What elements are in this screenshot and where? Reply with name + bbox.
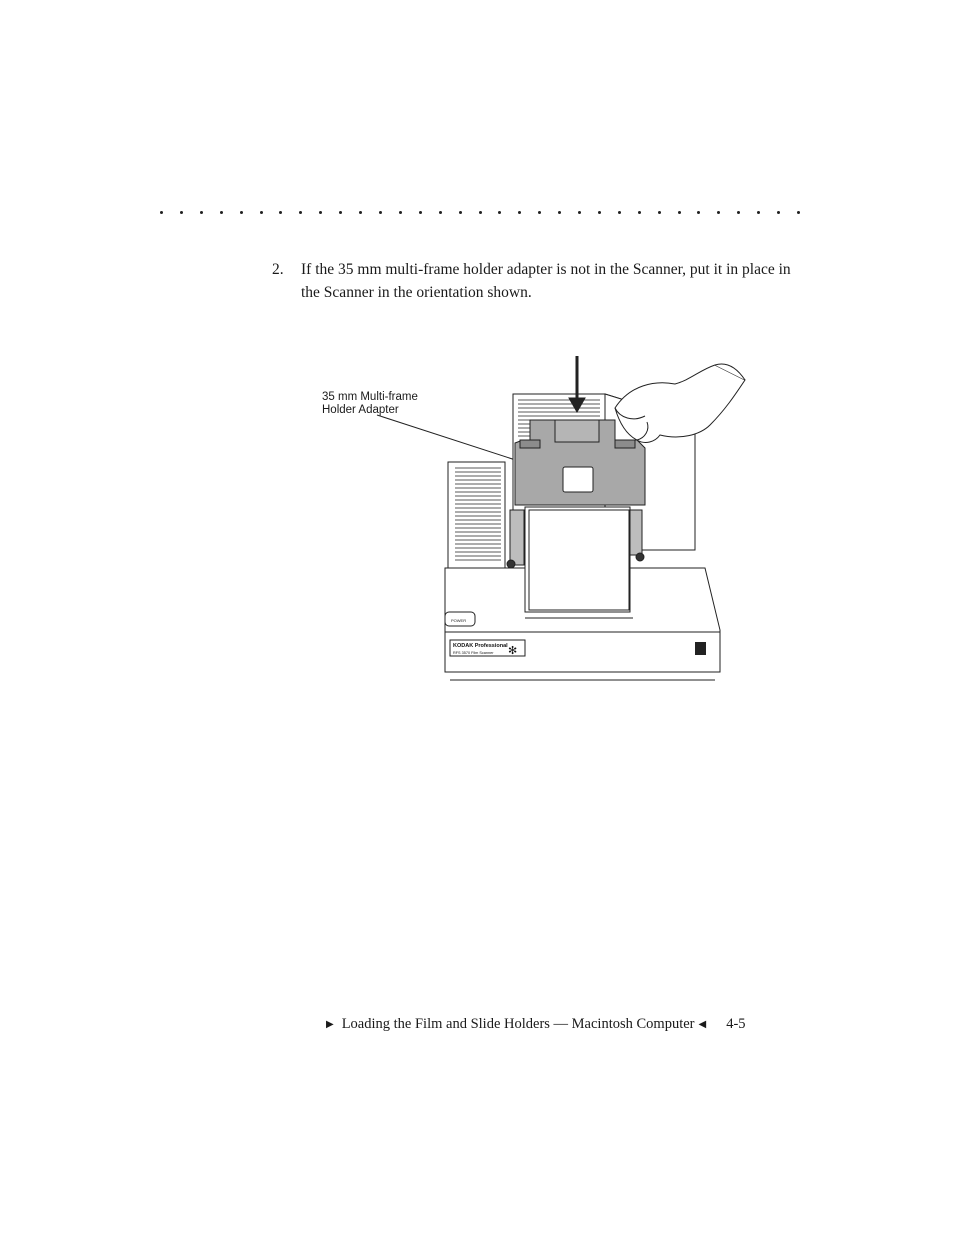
right-triangle-icon: ▶ [326,1019,334,1030]
rule-dot [638,211,641,214]
rule-dot [319,211,322,214]
rule-dot [439,211,442,214]
rule-dot [399,211,402,214]
rule-dot [777,211,780,214]
rule-dot [678,211,681,214]
callout-line-1: 35 mm Multi-frame [322,391,418,403]
model-label: RFS 3570 Film Scanner [453,651,494,655]
snowflake-icon: ✻ [508,645,518,657]
footer-section-title: Loading the Film and Slide Holders — Macintosh Computer [341,1016,695,1032]
rule-dot [419,211,422,214]
brand-label: KODAK Professional [453,643,508,649]
rule-dot [379,211,382,214]
rule-dot [618,211,621,214]
dotted-rule [160,205,800,219]
rule-dot [558,211,561,214]
rule-dot [200,211,203,214]
rule-dot [220,211,223,214]
hand-illustration [615,364,745,443]
rule-dot [459,211,462,214]
left-triangle-icon: ◀ [698,1019,707,1030]
rule-dot [797,211,800,214]
page-number: 4-5 [726,1016,746,1032]
rule-dot [339,211,342,214]
rule-dot [697,211,700,214]
rule-dot [538,211,541,214]
rule-dot [240,211,243,214]
rule-dot [279,211,282,214]
kodak-logo [695,642,706,655]
rule-dot [658,211,661,214]
power-label: POWER [451,618,467,623]
film-holder-plate [525,507,633,618]
scanner-illustration [315,350,755,690]
rule-dot [260,211,263,214]
rule-dot [180,211,183,214]
step-number: 2. [272,261,284,278]
rule-dot [359,211,362,214]
rule-dot [717,211,720,214]
rule-dot [518,211,521,214]
rule-dot [160,211,163,214]
rule-dot [737,211,740,214]
page-footer [318,1016,798,1033]
rule-dot [299,211,302,214]
rule-dot [498,211,501,214]
brand-label-plate [450,640,525,657]
step-text: If the 35 mm multi-frame holder adapter is not in the Scanner, put it in place in the Scanner in the orientation shown. [301,261,791,301]
rule-dot [757,211,760,214]
rule-dot [578,211,581,214]
rule-dot [479,211,482,214]
rule-dot [598,211,601,214]
instruction-step [272,258,792,304]
callout-line-2: Holder Adapter [322,404,399,416]
power-button [445,612,475,626]
